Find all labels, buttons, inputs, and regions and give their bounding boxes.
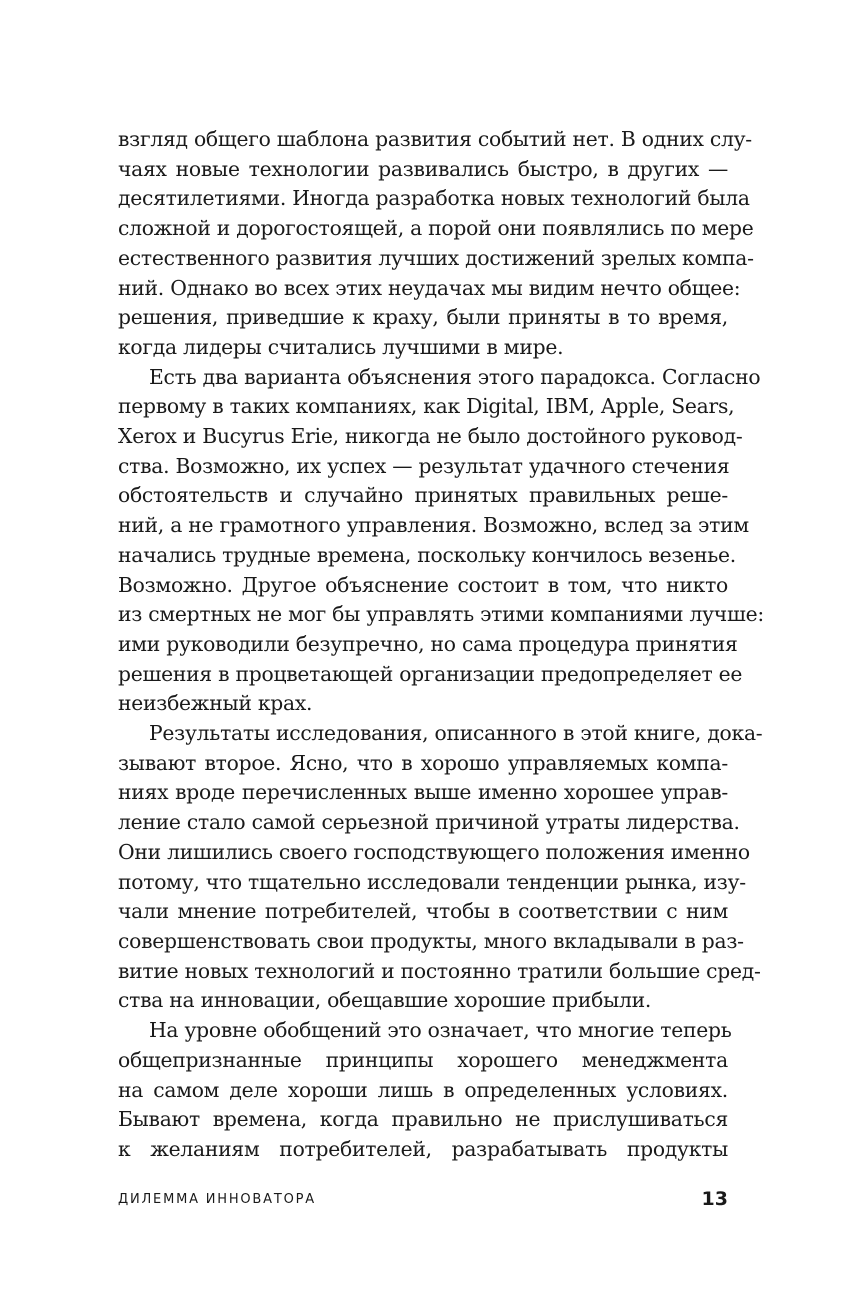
text-line: ний, а не грамотного управления. Возможно, вслед за этим bbox=[118, 513, 749, 538]
text-line: общепризнанные принципы хорошего менеджмента bbox=[118, 1047, 728, 1072]
text-line: обстоятельств и случайно принятых правильных реше- bbox=[118, 483, 728, 508]
paragraph bbox=[118, 1016, 732, 1165]
text-line: десятилетиями. Иногда разработка новых технологий была bbox=[118, 186, 750, 211]
text-line: Бывают времена, когда правильно не прислушиваться bbox=[118, 1107, 728, 1132]
text-line: когда лидеры считались лучшими в мире. bbox=[118, 334, 564, 359]
page-footer bbox=[118, 1190, 728, 1214]
text-line: зывают второе. Ясно, что в хорошо управляемых компа- bbox=[118, 750, 728, 775]
text-line: к желаниям потребителей, разрабатывать продукты bbox=[118, 1136, 728, 1161]
text-line: витие новых технологий и постоянно тратили большие сред- bbox=[118, 958, 761, 983]
text-line: ниях вроде перечисленных выше именно хорошее управ- bbox=[118, 780, 728, 805]
text-line: начались трудные времена, поскольку кончилось везенье. bbox=[118, 542, 736, 567]
text-line: решения, приведшие к краху, были приняты в то время, bbox=[118, 305, 728, 330]
text-line: Результаты исследования, описанного в этой книге, дока- bbox=[149, 721, 763, 746]
text-line: чаях новые технологии развивались быстро, в других — bbox=[118, 156, 728, 181]
text-line: ление стало самой серьезной причиной утраты лидерства. bbox=[118, 810, 740, 835]
text-line: решения в процветающей организации предопределяет ее bbox=[118, 661, 743, 686]
text-line: чали мнение потребителей, чтобы в соответствии с ним bbox=[118, 899, 728, 924]
text-line: ний. Однако во всех этих неудачах мы видим нечто общее: bbox=[118, 275, 741, 300]
text-line: естественного развития лучших достижений зрелых компа- bbox=[118, 245, 754, 270]
text-line: Возможно. Другое объяснение состоит в том, что никто bbox=[118, 572, 728, 597]
text-line: из смертных не мог бы управлять этими компаниями лучше: bbox=[118, 602, 764, 627]
text-line: ства на инновации, обещавшие хорошие прибыли. bbox=[118, 988, 652, 1013]
text-line: первому в таких компаниях, как Digital, IBM, Apple, Sears, bbox=[118, 394, 735, 419]
text-line: совершенствовать свои продукты, много вкладывали в раз- bbox=[118, 928, 744, 953]
text-line: На уровне обобщений это означает, что многие теперь bbox=[149, 1018, 732, 1043]
body-text bbox=[118, 125, 764, 1165]
text-line: взгляд общего шаблона развития событий нет. В одних слу- bbox=[118, 127, 752, 151]
text-line: ими руководили безупречно, но сама процедура принятия bbox=[118, 631, 738, 656]
running-title: ДИЛЕММА ИННОВАТОРА bbox=[118, 1192, 316, 1207]
paragraph bbox=[118, 719, 763, 1016]
text-line: Они лишились своего господствующего положения именно bbox=[118, 839, 750, 864]
text-line: ства. Возможно, их успех — результат удачного стечения bbox=[118, 453, 730, 478]
text-line: неизбежный крах. bbox=[118, 691, 313, 716]
text-line: Есть два варианта объяснения этого парадокса. Согласно bbox=[149, 364, 761, 389]
text-line: сложной и дорогостоящей, а порой они появлялись по мере bbox=[118, 216, 754, 241]
paragraph bbox=[118, 363, 764, 719]
paragraph bbox=[118, 125, 754, 363]
text-line: потому, что тщательно исследовали тенденции рынка, изу- bbox=[118, 869, 746, 894]
text-line: на самом деле хороши лишь в определенных условиях. bbox=[118, 1077, 728, 1102]
page-number: 13 bbox=[701, 1188, 728, 1210]
text-line: Xerox и Bucyrus Erie, никогда не было достойного руковод- bbox=[118, 424, 743, 449]
